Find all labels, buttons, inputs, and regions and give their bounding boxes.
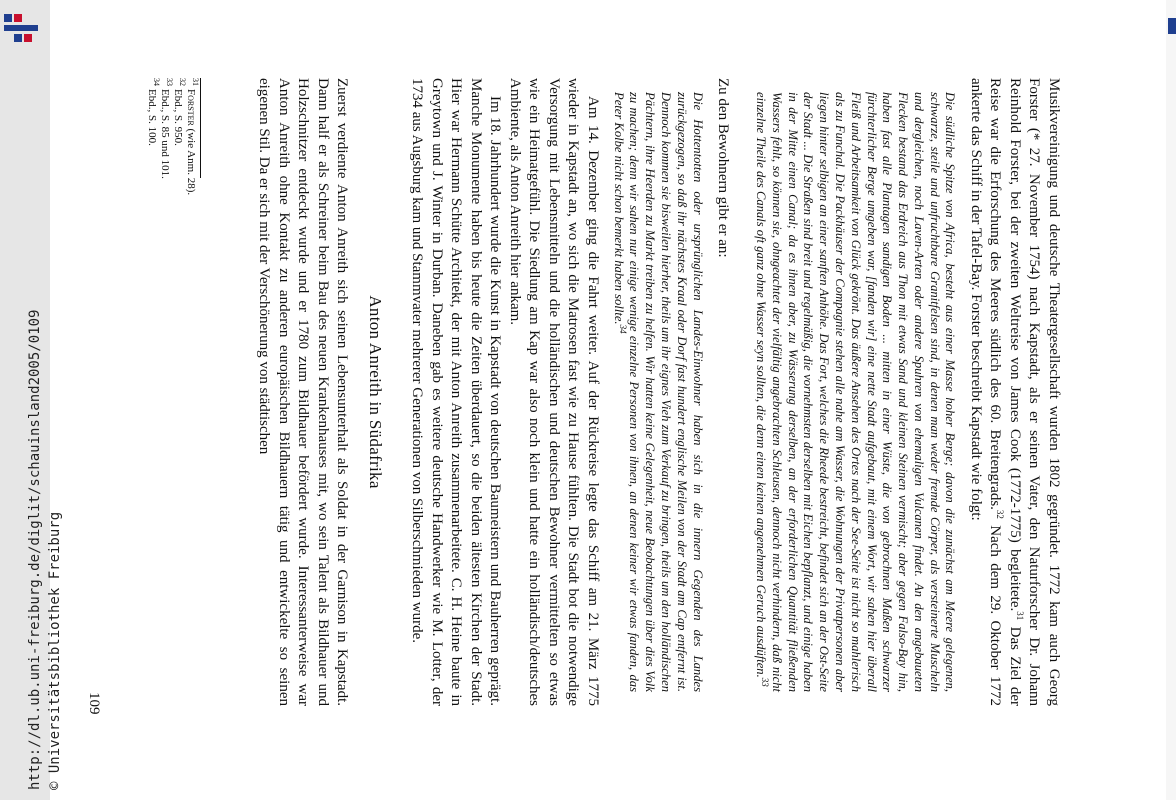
footnote-divider [200,78,201,178]
footnote-ref: 33 [760,677,771,687]
footnote-number: 32 [177,78,187,86]
quote-text: Die Hottentotten oder ursprünglichen Landes-Einwohner haben sich in die innern Gegenden des Landes zurückgezogen, so daß ihr nächstes Kraal oder Dorf fast hundert englische Meilen von der Stadt am Cap entfernt ist. Dennoch kommen sie bisweilen hierher, theils um ihr eignes Vieh zum Verkauf zu bringen, theils um den holländischen Pächtern, ihre Heerden zu Markt treiben zu helfen. Wir hatten keine Gelegenheit, neue Beobachtungen über dies Volk zu machen; denn wir sahen nur einige wenige einzelne Personen von ihnen, an denen keiner wir etwas fanden, das Peter Kolbe nicht schon bemerkt haben sollte. [611,92,705,692]
text-run: Musikvereinigung und deutsche Theatergesellschaft wurden 1802 gegründet. 1772 kam auch Georg Forster (* 27. November 1754) nach Kapstadt, als er seinen Vater, den Naturforscher Dr. Johann Reinhold Forster, bei der zweiten Weltreise von James Cook (1772-1775) begleitete. [1007,78,1062,706]
copyright-notice: © Universitätsbibliothek Freiburg [47,511,63,790]
paragraph-inhabitants-intro: Zu den Bewohnern gibt er an: [715,78,732,258]
footnote-number: 31 [190,78,200,86]
paragraph-forster-intro [966,78,1064,706]
block-quote-cape-description [752,92,957,692]
paragraph-anreith-career: Zuerst verdiente Anton Anreith sich seinen Lebensunterhalt als Soldat in der Garnison in Kapstadt. Dann half er als Schreiner beim Bau des neuen Krankenhauses mit, wo sein Talent als Bildhauer und Holzschnitzer entdeckt wurde und er 1780 zum Bildhauer befördert wurde. Interessanterweise war Anton Anreith ohne Kontakt zu anderen europäischen Bildhauern tätig und entwickelte so seinen eigenen Stil. Da er sich mit der Verschönerung von städtischen [256,78,351,706]
footnote-item [171,78,187,188]
footnote-item [145,78,161,188]
rotated-book-page [256,78,1063,707]
footnote-text: Ebd., S. 100. [146,89,158,146]
footnote-number: 33 [164,78,174,86]
footnote-number: 34 [151,78,161,86]
block-quote-inhabitants [610,92,705,692]
text-run: Nach dem 29. Oktober 1772 ankerte das Schiff in der Tafel-Bay. Forster beschreibt Kapstadt wie folgt: [968,78,1004,706]
footnote-text: Ebd., S. 85 und 101. [159,89,171,179]
page-number: 109 [86,692,102,715]
quote-text: Die südliche Spitze von Africa, besteht aus einer Masse hoher Berge; davon die zunächst am Meere gelegenen, schwarze, steile und unfruchtbare Granitfelsen sind, in denen man weder fremde Cörper, als versteinerte Muscheln und dergleichen, noch Laven-Arten oder andere Spuhren von ehemaligen Vulcanen findet. An den angebaueten Flecken bestand das Erdreich aus Thon mit etwas Sand und kleinen Steinen vermischt; aber gegen Falso-Bay hin, haben fast alle Plantagen sandigen Boden ... mitten in einer Wüste, die von gebrochnen Maßen schwarzer fürchterlicher Berge umgeben war, [fanden wir] eine nette Stadt aufgebaut, mit einem Wort, wir sahen hier überall Fleiß und Arbeitsamkeit von Glück gekrönt. Das äußere Ansehen des Ortes nach der See-Seite ist nicht so mahlerisch als zu Funchal. Die Packhäuser der Compagnie stehen alle nahe am Wasser, die Wohnungen der Privatpersonen aber liegen hinter selbigen an einer sanften Anhöhe. Das Fort, welches die Rheede bestreicht, befindet sich an der Ost-Seite der Stadt ... Die Straßen sind breit und regelmäßig, die vornehmsten derselben mit Eichen bepflanzt, und einige haben in der Mitte einen Canal; da es ihnen aber, zu Wässerung derselben, an der erforderlichen Quantität fließenden Wassers fehlt, so können sie, ohngeachtet der vielfältig angebrachten Schleusen, dennoch nicht verhindern, daß nicht einzelne Theile des Canals oft ganz ohne Wasser seyn sollten, die denn einen keinen angenehmen Geruch ausdüften. [753,92,958,692]
footnote-text: Ebd., S. 950. [172,89,184,146]
footnote-ref: 31 [1015,611,1025,621]
footnote-item [158,78,174,188]
text-run: Das Ziel der Reise war die Erforschung des Meeres südlich des 60. Breitengrads. [987,78,1023,707]
paragraph-18th-century-art: Im 18. Jahrhundert wurde die Kunst in Kapstadt von deutschen Baumeistern und Bauherren geprägt. Manche Monumente haben bis heute die Zeiten überdauert, so die beiden ältesten Kirchen der Stadt. Hier war Hermann Schütte Architekt, der mit Anton Anreith zusammenarbeitete. C. H. Heine baute in Greytown und J. Winter in Durban. Daneben gab es weitere deutsche Handwerker wie M. Lotter, der 1734 aus Augsburg kam und Stammvater mehrerer Generationen von Silberschmieden wurde. [409,78,504,706]
footnote-item [184,78,200,196]
source-url[interactable]: http://dl.ub.uni-freiburg.de/diglit/schauinsland2005/0109 [27,309,43,790]
scroll-indicator-icon[interactable] [1168,18,1176,34]
footnote-author: Forster [185,89,197,126]
paragraph-journey: Am 14. Dezember ging die Fahrt weiter. Auf der Rückreise legte das Schiff am 21. März 1775 wieder in Kapstadt an, wo sich die Matrosen fast wie zu Hause fühlten. Die Stadt bot die notwendige Versorgung mit Lebensmitteln und die holländischen und deutschen Bewohner vermittelten so etwas wie ein Heimatgefühl. Die Siedlung am Kap war also noch klein und hatte ein holländisch/deutsches Ambiente, als Anton Anreith hier ankam. [506,78,601,706]
footnotes-block [1,78,201,196]
footnote-ref: 34 [617,324,628,334]
footnote-text: (wie Anm. 28). [185,125,197,196]
right-scroll-edge[interactable] [1166,0,1176,800]
source-url-label [25,310,65,790]
section-heading: Anton Anreith in Südafrika [365,295,385,489]
footnote-ref: 32 [995,509,1006,519]
library-logo-icon[interactable] [0,12,44,52]
